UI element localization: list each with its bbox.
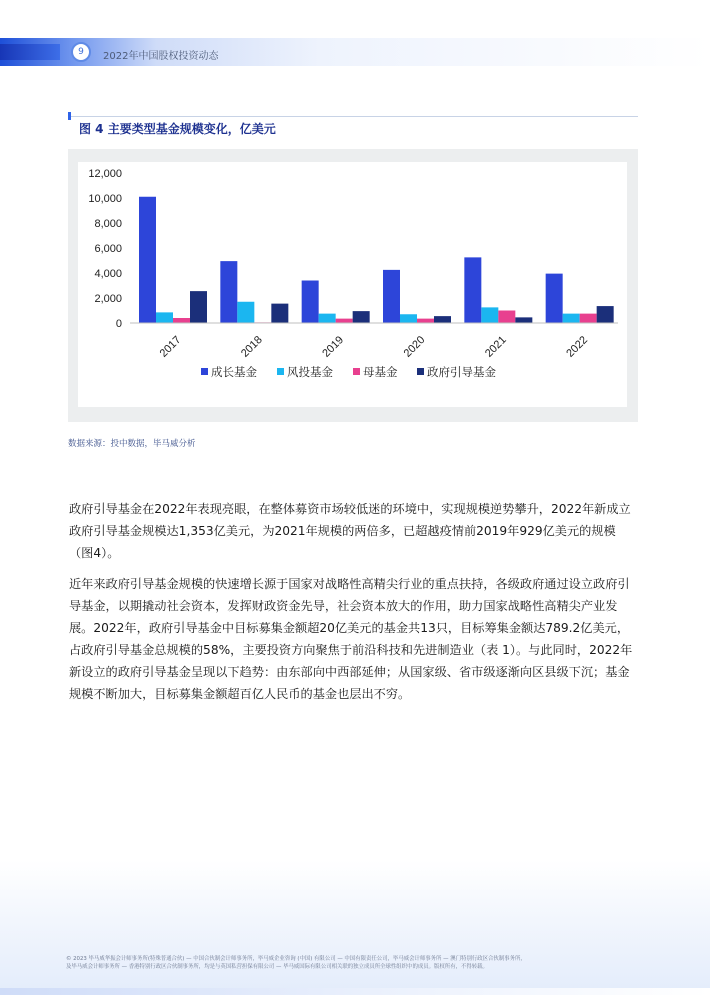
bar-2017-0 bbox=[139, 197, 156, 323]
y-tick-label: 12,000 bbox=[88, 168, 122, 180]
footer-copyright bbox=[66, 955, 666, 971]
y-tick-label: 4,000 bbox=[94, 268, 122, 280]
bar-2017-1 bbox=[156, 312, 173, 323]
legend-label: 风投基金 bbox=[287, 365, 333, 379]
legend-swatch bbox=[417, 368, 424, 375]
legend-swatch bbox=[201, 368, 208, 375]
bar-2021-3 bbox=[515, 317, 532, 323]
footer-line-1: © 2023 毕马威华振会计师事务所(特殊普通合伙) — 中国合伙制会计师事务所，毕马威企业咨询 (中国) 有限公司 — 中国有限责任公司，毕马威会计师事务所 — 澳门特别行政区合伙制事务所， bbox=[66, 956, 526, 962]
legend-label: 成长基金 bbox=[211, 365, 257, 379]
x-tick-label: 2022 bbox=[564, 333, 591, 360]
legend-label: 政府引导基金 bbox=[427, 365, 496, 379]
figure-source: 数据来源：投中数据，毕马威分析 bbox=[68, 439, 196, 449]
bar-2018-3 bbox=[271, 304, 288, 323]
bar-2022-1 bbox=[563, 314, 580, 323]
x-tick-label: 2019 bbox=[320, 333, 347, 360]
bar-2020-0 bbox=[383, 270, 400, 323]
legend-swatch bbox=[277, 368, 284, 375]
footer-background bbox=[0, 860, 710, 995]
footer-line-2: 及毕马威会计师事务所 — 香港特别行政区合伙制事务所，均是与英国私营担保有限公司 — 毕马威国际有限公司相关联的独立成员所全球性组织中的成员。版权所有，不得转载。 bbox=[66, 964, 488, 970]
bar-2019-1 bbox=[319, 314, 336, 323]
figure-title: 图 4 主要类型基金规模变化，亿美元 bbox=[79, 122, 276, 136]
legend-swatch bbox=[353, 368, 360, 375]
y-tick-label: 2,000 bbox=[94, 293, 122, 305]
bar-2017-2 bbox=[173, 318, 190, 323]
y-tick-label: 10,000 bbox=[88, 193, 122, 205]
body-paragraph-2: 近年来政府引导基金规模的快速增长源于国家对战略性高精尖行业的重点扶持，各级政府通过设立政府引导基金，以期撬动社会资本，发挥财政资金先导，社会资本放大的作用，助力国家战略性高精尖产业发展。2022年，政府引导基金中目标募集金额超20亿美元的基金共13只，目标筹集金额达789.2亿美元，占政府引导基金总规模的58%，主要投资方向聚焦于前沿科技和先进制造业（表 1）。与此同时，2022年新设立的政府引导基金呈现以下趋势：由东部向中西部延伸；从国家级、省市级逐渐向区县级下沉；基金规模不断加大，目标募集金额超百亿人民币的基金也层出不穷。 bbox=[69, 577, 633, 701]
page-number-badge: 9 bbox=[71, 42, 91, 62]
bar-2022-3 bbox=[597, 306, 614, 323]
header-accent-bar bbox=[0, 44, 60, 60]
bar-2021-0 bbox=[464, 257, 481, 323]
header-title: 2022年中国股权投资动态 bbox=[103, 51, 219, 62]
x-tick-label: 2020 bbox=[401, 333, 428, 360]
bar-chart bbox=[68, 149, 638, 422]
y-tick-label: 6,000 bbox=[94, 243, 122, 255]
footer-bar bbox=[0, 988, 710, 995]
bar-2020-1 bbox=[400, 314, 417, 323]
x-tick-label: 2017 bbox=[157, 333, 184, 360]
bar-2020-2 bbox=[417, 319, 434, 323]
body-paragraph-1: 政府引导基金在2022年表现亮眼，在整体募资市场较低迷的环境中，实现规模逆势攀升，2022年新成立政府引导基金规模达1,353亿美元，为2021年规模的两倍多，已超越疫情前2019年929亿美元的规模（图4）。 bbox=[69, 502, 631, 560]
bar-2022-0 bbox=[546, 274, 563, 323]
chart-panel bbox=[68, 149, 638, 422]
bar-2019-3 bbox=[353, 311, 370, 323]
bar-2020-3 bbox=[434, 316, 451, 323]
y-tick-label: 8,000 bbox=[94, 218, 122, 230]
bar-2019-0 bbox=[302, 281, 319, 324]
figure-title-rule bbox=[68, 116, 638, 117]
figure-title-marker bbox=[68, 112, 71, 120]
bar-2017-3 bbox=[190, 291, 207, 323]
plot-area bbox=[78, 162, 627, 407]
x-tick-label: 2018 bbox=[238, 333, 265, 360]
bar-2018-0 bbox=[220, 261, 237, 323]
bar-2022-2 bbox=[580, 314, 597, 323]
y-tick-label: 0 bbox=[115, 318, 122, 330]
bar-2021-1 bbox=[481, 307, 498, 323]
bar-2018-1 bbox=[237, 302, 254, 323]
x-tick-label: 2021 bbox=[482, 333, 509, 360]
bar-2019-2 bbox=[336, 319, 353, 323]
legend-label: 母基金 bbox=[363, 365, 398, 379]
bar-2021-2 bbox=[498, 311, 515, 324]
